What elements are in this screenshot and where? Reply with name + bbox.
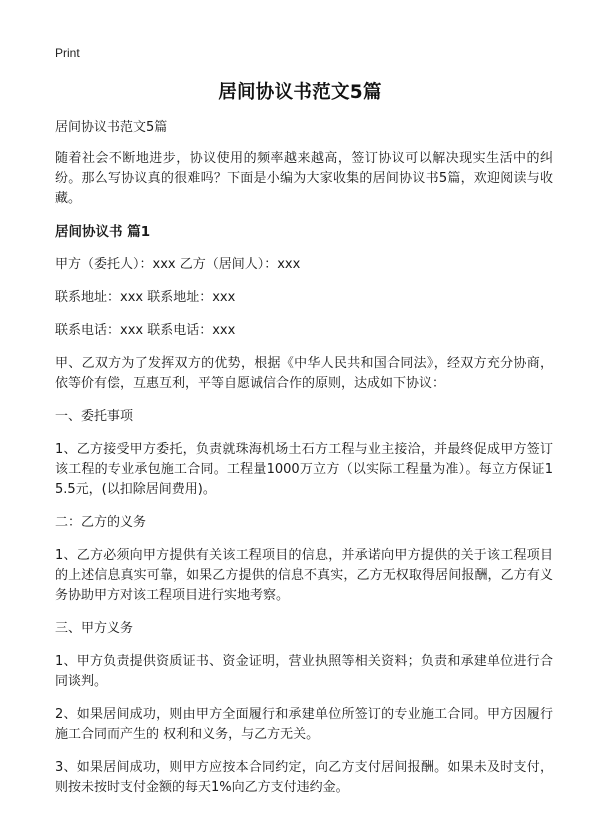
phone-line: 联系电话：xxx 联系电话：xxx (55, 323, 236, 338)
clause-1: 1、乙方接受甲方委托，负责就珠海机场土石方工程与业主接洽，并最终促成甲方签订该工程的专业承包施工合同。工程量1000万立方（以实际工程量为准）。每立方保证15.5元，(以扣除居间费用)。 (55, 442, 553, 497)
document-title: 居间协议书范文5篇 (218, 82, 382, 103)
clause-2: 1、乙方必须向甲方提供有关该工程项目的信息，并承诺向甲方提供的关于该工程项目的上述信息真实可靠，如果乙方提供的信息不真实，乙方无权取得居间报酬，乙方有义务协助甲方对该工程项目进行实地考察。 (55, 548, 553, 603)
party-line: 甲方（委托人）：xxx 乙方（居间人）：xxx (55, 257, 301, 272)
intro-paragraph: 随着社会不断地进步，协议使用的频率越来越高，签订协议可以解决现实生活中的纠纷。那么写协议真的很难吗？下面是小编为大家收集的居间协议书5篇，欢迎阅读与收藏。 (55, 151, 553, 206)
heading-entrusted-matters: 一、委托事项 (55, 409, 134, 424)
heading-party-a-obligations: 三、甲方义务 (55, 621, 134, 636)
preamble-paragraph: 甲、乙双方为了发挥双方的优势，根据《中华人民共和国合同法》，经双方充分协商，依等价有偿，互惠互利，平等自愿诚信合作的原则，达成如下协议： (55, 356, 553, 391)
print-label: Print (55, 46, 80, 60)
section-heading: 居间协议书 篇1 (55, 224, 151, 240)
address-line: 联系地址：xxx 联系地址：xxx (55, 290, 236, 305)
heading-party-b-obligations: 二：乙方的义务 (55, 515, 147, 530)
clause-3-1: 1、甲方负责提供资质证书、资金证明，营业执照等相关资料；负责和承建单位进行合同谈判。 (55, 654, 553, 689)
document-body (55, 118, 553, 798)
document-subtitle: 居间协议书范文5篇 (55, 120, 168, 135)
clause-3-3: 3、如果居间成功，则甲方应按本合同约定，向乙方支付居间报酬。如果未及时支付，则按未按时支付金额的每天1%向乙方支付违约金。 (55, 760, 553, 795)
clause-3-2: 2、如果居间成功，则由甲方全面履行和承建单位所签订的专业施工合同。甲方因履行施工合同而产生的 权利和义务，与乙方无关。 (55, 707, 553, 742)
